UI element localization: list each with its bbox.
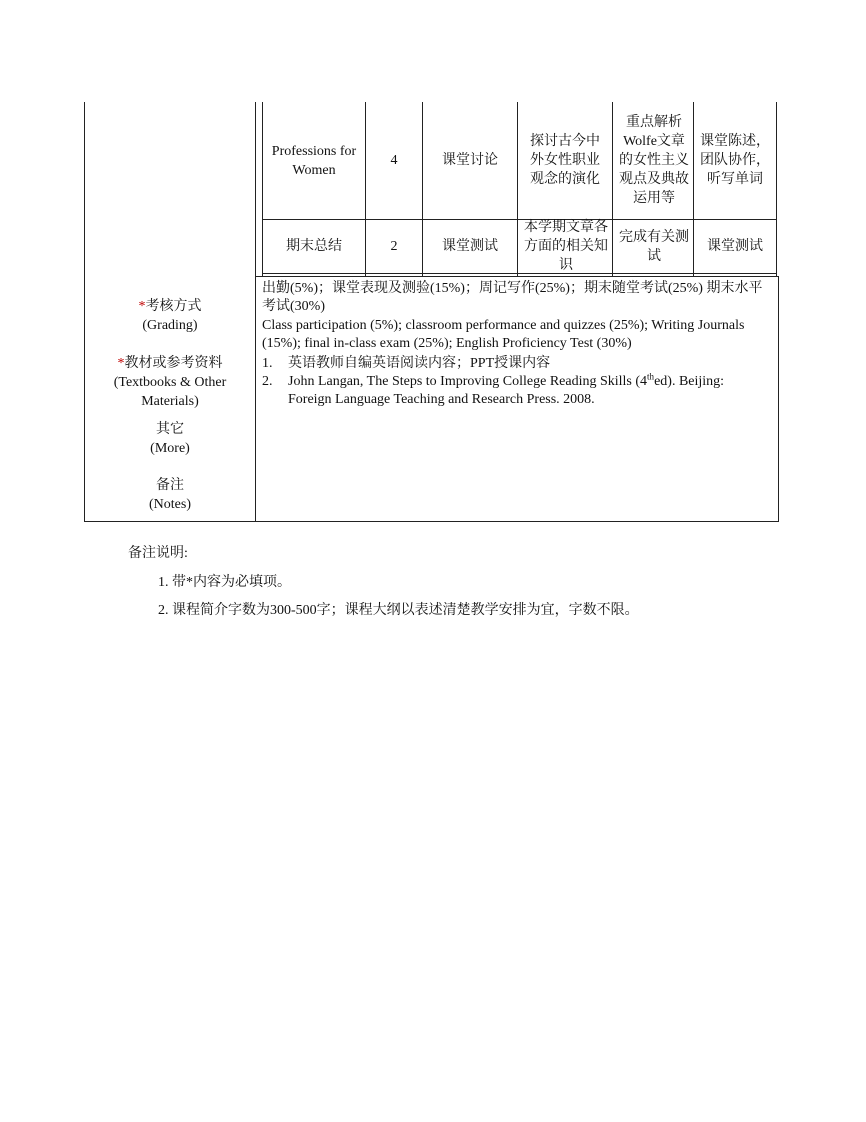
- table-row: [524, 220, 608, 273]
- topic-cell: 期末总结: [286, 239, 342, 254]
- materials-label-cn: 教材或参考资料: [124, 356, 223, 371]
- materials-item-text-b: ed). Beijing: Foreign Language Teaching and Research Press. 2008.: [288, 374, 725, 407]
- content-cell: 探讨古今中外女性职业观念的演化: [530, 134, 600, 187]
- grading-label-cn: 考核方式: [145, 299, 202, 314]
- key-points-cell: 完成有关测试: [619, 229, 689, 264]
- table-row: [366, 220, 422, 273]
- table-right-border: [778, 276, 779, 522]
- table-row: [619, 102, 689, 219]
- schedule-col-divider-4: [612, 102, 613, 276]
- table-label-divider: [255, 102, 256, 522]
- grading-row-top-border: [255, 276, 779, 277]
- materials-item-number: 2.: [262, 374, 273, 389]
- grading-label-en: (Grading): [142, 318, 198, 333]
- table-row: [366, 102, 422, 219]
- required-marker: *: [138, 299, 146, 314]
- method-cell: 课堂讨论: [442, 153, 498, 168]
- schedule-col-divider-5: [693, 102, 694, 276]
- grading-text-en: Class participation (5%); classroom performance and quizzes (25%); Writing Journals (15%); final in-class exam (25%); English Proficiency Test (30%): [262, 318, 745, 351]
- materials-item-text-a: John Langan, The Steps to Improving College Reading Skills (4: [288, 374, 648, 389]
- schedule-bottom-border: [262, 273, 777, 274]
- notes-label: [86, 476, 254, 514]
- hours-cell: 2: [390, 239, 398, 254]
- table-left-border: [84, 102, 85, 522]
- table-row: [266, 102, 362, 219]
- table-row: [619, 220, 689, 273]
- topic-cell: Professions for Women: [271, 143, 357, 178]
- materials-label: [86, 354, 254, 411]
- activities-cell: 课堂测试: [707, 239, 763, 254]
- grading-label: [86, 297, 254, 335]
- table-row: [698, 220, 772, 273]
- table-row: [524, 102, 606, 219]
- schedule-left-border: [262, 102, 263, 276]
- table-row: [423, 220, 517, 273]
- activities-cell: 课堂陈述，团队协作，听写单词: [700, 134, 770, 187]
- materials-label-en: (Textbooks & Other Materials): [113, 375, 227, 409]
- content-cell: 本学期文章各方面的相关知识: [524, 220, 608, 273]
- key-points-cell: 重点解析Wolfe文章的女性主义观点及典故运用等: [619, 115, 689, 206]
- footnote-item: 2. 课程简介字数为300-500字；课程大纲以表述清楚教学安排为宜，字数不限。: [158, 603, 639, 618]
- method-cell: 课堂测试: [442, 239, 498, 254]
- materials-item: 英语教师自编英语阅读内容；PPT授课内容: [288, 356, 551, 371]
- materials-item-number: 1.: [262, 356, 273, 371]
- more-label: [86, 420, 254, 458]
- schedule-col-divider-3: [517, 102, 518, 276]
- grading-text-cn: 出勤(5%)；课堂表现及测验(15%)；周记写作(25%)；期末随堂考试(25%) 期末水平考试(30%): [262, 281, 763, 314]
- more-label-cn: 其它: [156, 422, 184, 437]
- table-row: [423, 102, 517, 219]
- footnote-item: 1. 带*内容为必填项。: [158, 575, 291, 590]
- notes-label-cn: 备注: [156, 478, 184, 493]
- required-marker: *: [117, 356, 125, 371]
- materials-item: [288, 373, 768, 409]
- materials-item-superscript: th: [647, 371, 655, 382]
- footnote-title: 备注说明:: [128, 546, 188, 561]
- schedule-right-border: [776, 102, 777, 276]
- hours-cell: 4: [390, 153, 398, 168]
- notes-label-en: (Notes): [149, 497, 191, 512]
- table-bottom-border: [84, 521, 779, 522]
- table-row: [698, 102, 772, 219]
- table-row: [266, 220, 362, 273]
- more-label-en: (More): [150, 441, 190, 456]
